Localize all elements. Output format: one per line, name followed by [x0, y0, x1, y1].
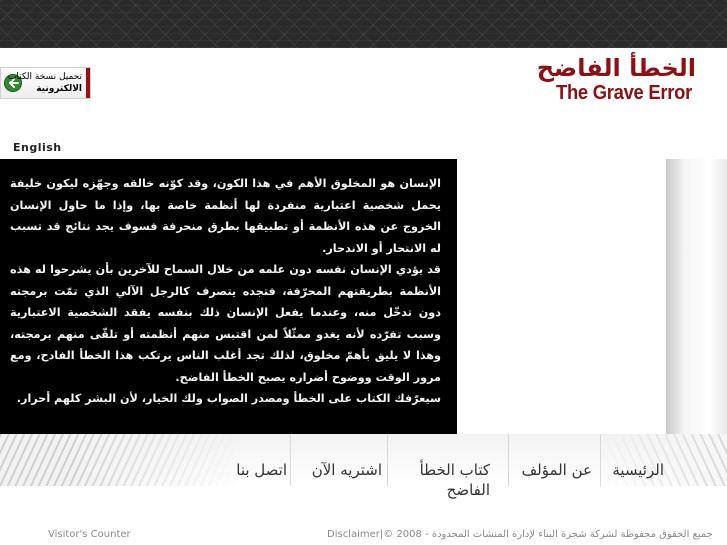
ebook-label-line1: تحميل نسخة الكتاب [7, 72, 82, 82]
ebook-label-line2: الالكترونية [36, 84, 82, 94]
copyright-text: © 2008 - جميع الحقوق محفوظة لشركة شجرة البناء لإدارة المنشآت المحدودة [383, 529, 713, 540]
ebook-accent-bar [86, 68, 90, 98]
intro-text-panel [0, 159, 457, 434]
nav-swoosh-left [0, 434, 240, 486]
nav-separator [387, 434, 388, 486]
intro-paragraph: سيعرّفك الكتاب على الخطأ ومصدر الصواب ولك الخيار، لأن البشر كلهم أحرار. [16, 392, 441, 405]
top-pattern-band [0, 0, 727, 48]
ebook-download-button[interactable] [0, 67, 91, 99]
footer-legal [327, 529, 725, 540]
nav-book[interactable]: كتاب الخطأ الفاضح [419, 461, 490, 499]
nav-home[interactable]: الرئيسية [612, 461, 664, 479]
nav-buy-now[interactable]: اشتريه الآن [311, 461, 382, 479]
intro-paragraph: الإنسان هو المخلوق الأهم في هذا الكون، وقد كوّنه خالقه وجهّزه ليكون خليفة يحمل شخصية اعتبارية منفردة لها أنظمة خاصة بها، وإذا ما حاول الإنسان الخروج عن هذه الأنظمة أو تطبيقها بطرق منحرفة فسوف يجد نتائج قد تسبب له الانتحار أو الاندحار. [10, 177, 441, 255]
nav-contact[interactable]: اتصل بنا [236, 461, 287, 479]
nav-separator [508, 434, 509, 486]
disclaimer-link[interactable]: Disclaimer [327, 529, 380, 540]
nav-about-author[interactable]: عن المؤلف [521, 461, 592, 479]
logo-arabic: الخطأ الفاضح [536, 54, 696, 82]
english-language-link[interactable]: English [13, 141, 62, 154]
logo-english: The Grave Error [556, 82, 692, 104]
footer-divider: | [379, 529, 384, 540]
visitors-counter: Visitor's Counter [48, 529, 131, 540]
side-decoration [666, 159, 727, 434]
intro-paragraph: قد يؤدي الإنسان نفسه دون علمه من خلال السماح للآخرين بأن يشرحوا له هذه الأنظمة بطريقتهم المحرّفة، فتجده يتصرف كالرجل الآلي الذي تمّت برمجته دون تدخّل منه، وعندما يفعل الإنسان ذلك بنفسه يفقد الشخصية الاعتبارية وسبب تفرّده لأنه يغدو ممثّلاً لمن اقتبس منهم أنظمته أو تلقّى منهم برمجته، وهذا لا يليق بأهمّ مخلوق، لذلك تجد أغلب الناس يرتكب هذا الخطأ الفادح، ومع مرور الوقت ووضوح أضراره يصبح الخطأ الفاضح. [10, 263, 441, 384]
